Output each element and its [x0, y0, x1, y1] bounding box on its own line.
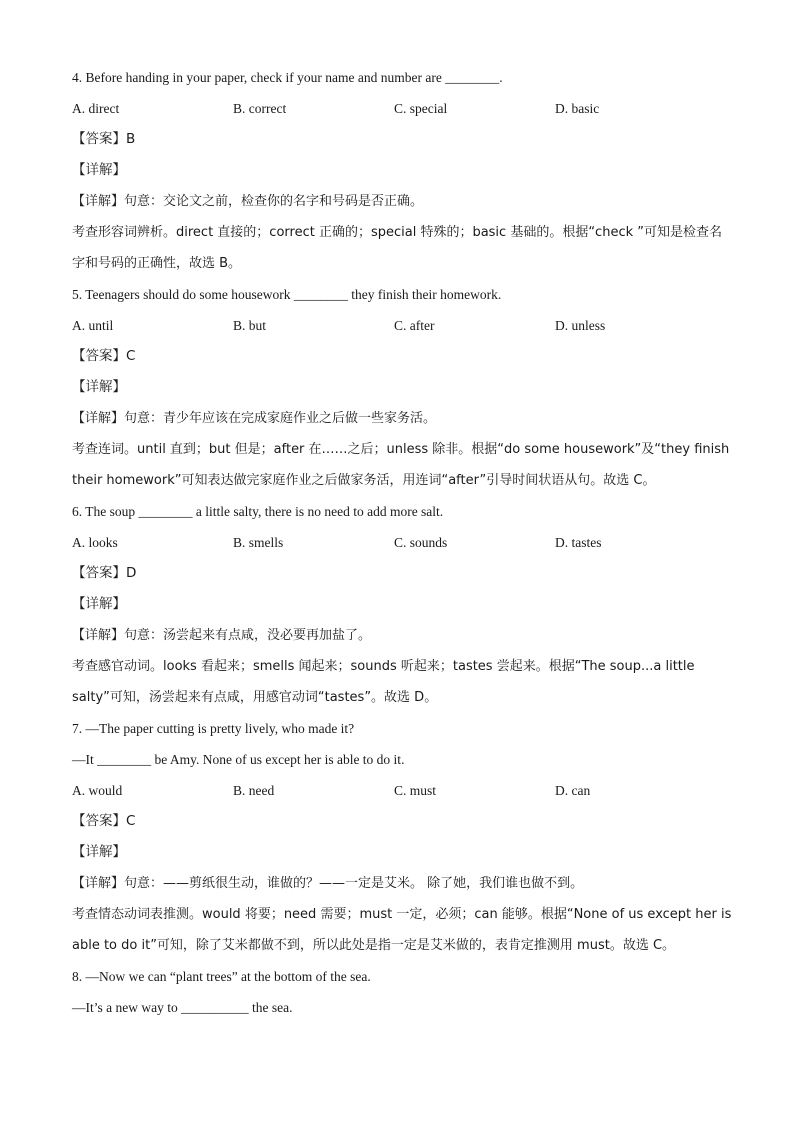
option-a: A. until — [72, 318, 114, 333]
option-c: C. special — [394, 101, 448, 116]
question-4-answer: 【答案】B — [72, 131, 136, 147]
option-d: D. unless — [555, 318, 606, 333]
question-6-options — [72, 527, 732, 558]
option-b: B. but — [233, 318, 267, 333]
option-b: B. smells — [233, 535, 284, 550]
question-5-options — [72, 310, 732, 341]
document-page — [72, 62, 732, 1023]
question-5-answer: 【答案】C — [72, 348, 136, 364]
question-7-explanation: 考查情态动词表推测。would 将要；need 需要；must 一定，必须；can 能够。根据“None of us except her is able to do it”可知，除了艾米都做不到，所以此处是指一定是艾米做的，表肯定推测用 must。故选 C。 — [72, 907, 732, 953]
option-d: D. basic — [555, 101, 600, 116]
option-a: A. would — [72, 783, 123, 798]
option-b: B. correct — [233, 101, 287, 116]
question-4-explanation: 考查形容词辨析。direct 直接的；correct 正确的；special 特殊的；basic 基础的。根据“check ”可知是检查名字和号码的正确性，故选 B。 — [72, 225, 722, 271]
question-7-detail-heading: 【详解】 — [72, 844, 126, 860]
question-4-options — [72, 93, 732, 124]
question-5-explanation: 考查连词。until 直到；but 但是；after 在……之后；unless 除非。根据“do some housework”及“they finish their homework”可知表达做完家庭作业之后做家务活，用连词“after”引导时间状语从句。故选 C。 — [72, 442, 730, 488]
question-4-detail-heading: 【详解】 — [72, 162, 126, 178]
question-7-stem: 7. —The paper cutting is pretty lively, who made it? — [72, 721, 355, 736]
question-6-explanation: 考查感官动词。looks 看起来；smells 闻起来；sounds 听起来；tastes 尝起来。根据“The soup...a little salty”可知，汤尝起来有点咸，用感官动词“tastes”。故选 D。 — [72, 659, 695, 705]
question-6-translation: 【详解】句意：汤尝起来有点咸，没必要再加盐了。 — [72, 628, 372, 643]
question-5-translation: 【详解】句意：青少年应该在完成家庭作业之后做一些家务活。 — [72, 411, 437, 426]
option-c: C. sounds — [394, 535, 448, 550]
question-6-stem: 6. The soup ________ a little salty, there is no need to add more salt. — [72, 504, 444, 519]
question-8-stem: 8. —Now we can “plant trees” at the bottom of the sea. — [72, 969, 371, 984]
question-7-stem-reply: —It ________ be Amy. None of us except her is able to do it. — [72, 752, 405, 767]
option-a: A. direct — [72, 101, 120, 116]
option-c: C. must — [394, 783, 437, 798]
option-d: D. tastes — [555, 535, 602, 550]
option-c: C. after — [394, 318, 435, 333]
question-6-detail-heading: 【详解】 — [72, 596, 126, 612]
option-b: B. need — [233, 783, 275, 798]
question-7-options — [72, 775, 732, 806]
option-a: A. looks — [72, 535, 118, 550]
question-6-answer: 【答案】D — [72, 565, 137, 581]
question-7-translation: 【详解】句意：——剪纸很生动，谁做的？——一定是艾米。 除了她，我们谁也做不到。 — [72, 876, 584, 891]
question-4-stem: 4. Before handing in your paper, check if your name and number are ________. — [72, 70, 503, 85]
question-7-answer: 【答案】C — [72, 813, 136, 829]
question-5-stem: 5. Teenagers should do some housework ________ they finish their homework. — [72, 287, 502, 302]
question-8-stem-reply: —It’s a new way to __________ the sea. — [72, 1000, 293, 1015]
option-d: D. can — [555, 783, 591, 798]
question-5-detail-heading: 【详解】 — [72, 379, 126, 395]
question-4-translation: 【详解】句意：交论文之前，检查你的名字和号码是否正确。 — [72, 194, 424, 209]
